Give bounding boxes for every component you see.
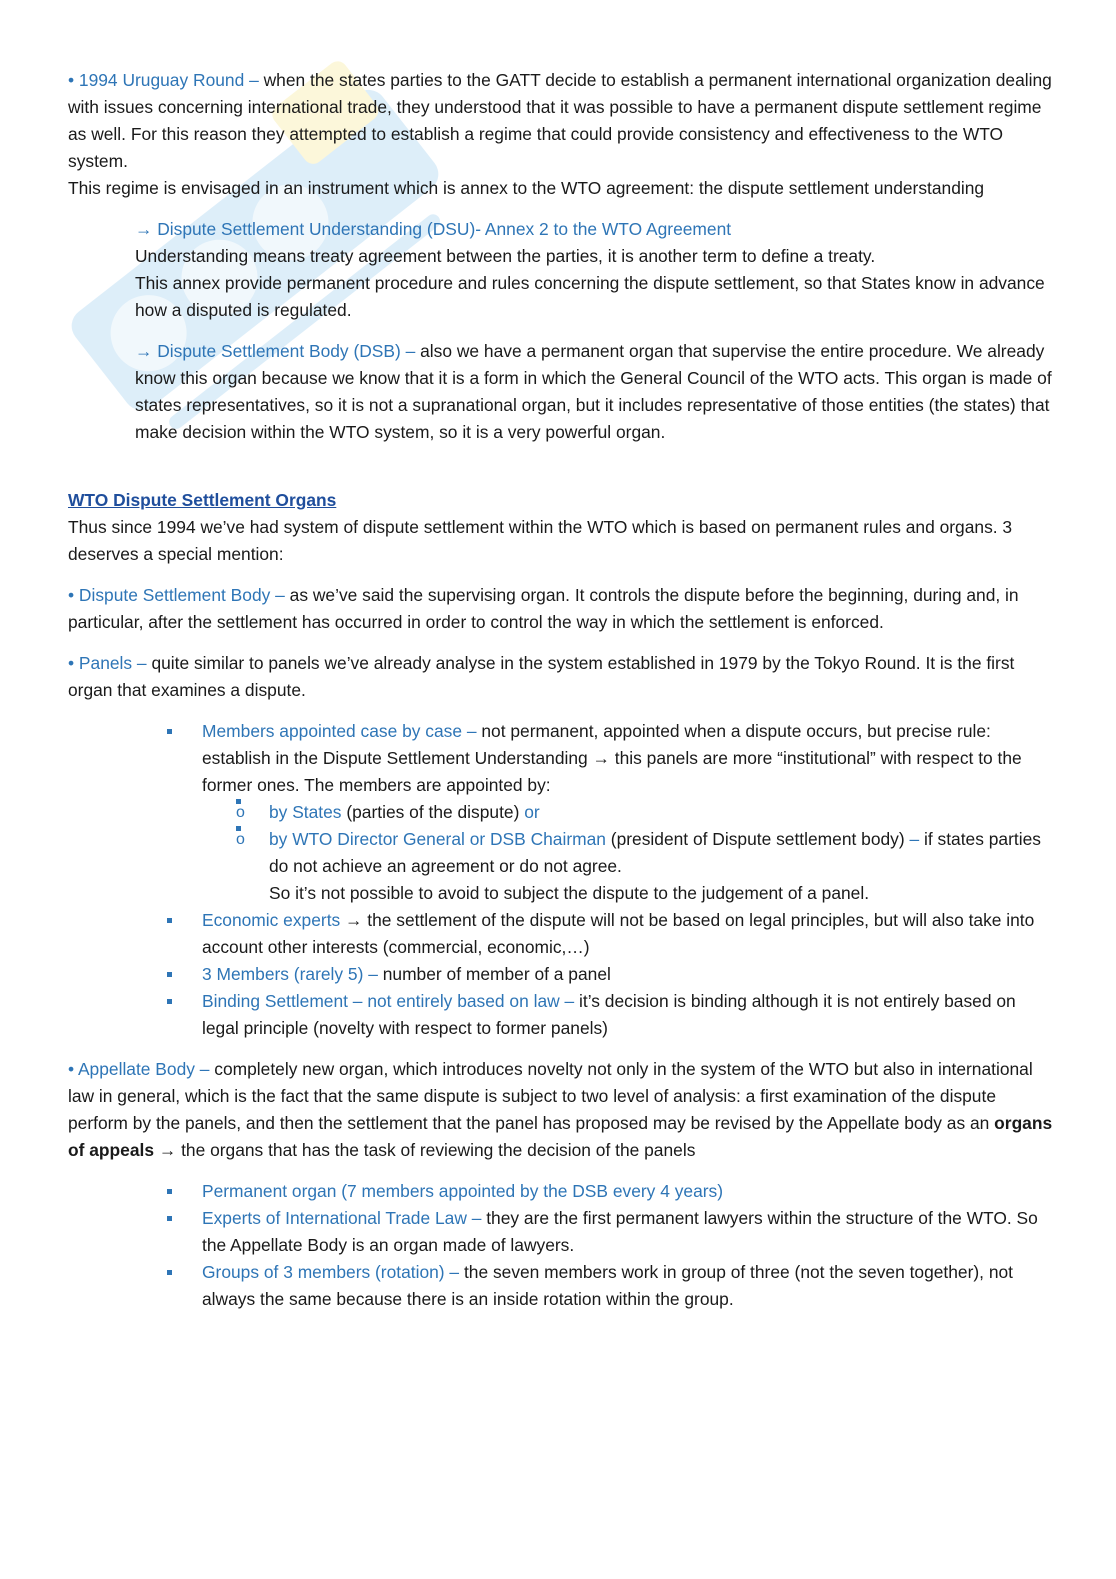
dsu-text-1: Understanding means treaty agreement between the parties, it is another term to define a treaty. — [135, 246, 876, 266]
appellate-list — [68, 1178, 1053, 1313]
item-label: Groups of 3 members (rotation) – — [202, 1262, 460, 1282]
list-item — [236, 826, 1053, 880]
dsb-label: → Dispute Settlement Body (DSB) – — [135, 341, 416, 361]
item-text: number of member of a panel — [377, 964, 611, 984]
appellate-text-1: completely new organ, which introduces novelty not only in the system of the WTO but also in international law in general, which is the fact that the same dispute is subject to two level of analysis: a first examination of the dispute perform by the panels, and then the settlement that the panel has proposed may be revised by the Appellate body as an — [68, 1059, 1033, 1133]
square-bullet-icon — [167, 972, 172, 977]
dsb-organ-label: • Dispute Settlement Body – — [68, 585, 285, 605]
content — [68, 67, 1053, 1313]
item-label: by States — [269, 802, 342, 822]
panels-paragraph — [68, 650, 1053, 704]
item-text: they are the first permanent lawyers within the structure of the WTO. So the Appellate Body is an organ made of lawyers. — [202, 1208, 1038, 1255]
appellate-bold: organs of appeals — [68, 1113, 1053, 1160]
item-text: not permanent, appointed when a dispute occurs, but precise rule: establish in the Dispute Settlement Understanding → this panels are more “institutional” with respect to the former ones. The members are appointed by: — [202, 721, 1022, 795]
dsb-organ-paragraph — [68, 582, 1053, 636]
uruguay-paragraph — [68, 67, 1053, 175]
regime-paragraph: This regime is envisaged in an instrument which is annex to the WTO agreement: the dispute settlement understanding — [68, 178, 985, 198]
section-title: WTO Dispute Settlement Organs — [68, 490, 337, 510]
panels-list — [68, 718, 1053, 1042]
dsb-paragraph — [135, 338, 1053, 446]
appellate-paragraph — [68, 1056, 1053, 1164]
item-label: Binding Settlement – not entirely based on law – — [202, 991, 575, 1011]
item-text: (parties of the dispute) — [341, 802, 525, 822]
list-item — [202, 718, 1053, 907]
section-intro: Thus since 1994 we’ve had system of dispute settlement within the WTO which is based on permanent rules and organs. 3 deserves a special mention: — [68, 517, 1013, 564]
dsu-label: → Dispute Settlement Understanding (DSU)- Annex 2 to the WTO Agreement — [135, 219, 732, 239]
dsu-text-2: This annex provide permanent procedure and rules concerning the dispute settlement, so that States know in advance how a disputed is regulated. — [135, 273, 1045, 320]
panels-text: quite similar to panels we’ve already analyse in the system established in 1979 by the Tokyo Round. It is the first organ that examines a dispute. — [68, 653, 1015, 700]
item-label: 3 Members (rarely 5) – — [202, 964, 378, 984]
appellate-label: • Appellate Body – — [68, 1059, 210, 1079]
appellate-text-2: → the organs that has the task of reviewing the decision of the panels — [154, 1140, 696, 1160]
list-item — [202, 1205, 1053, 1259]
item-text-2: if states parties do not achieve an agreement or do not agree. — [269, 829, 1041, 876]
item-label: Permanent organ (7 members appointed by the DSB every 4 years) — [202, 1181, 724, 1201]
circle-bullet-icon: o — [236, 799, 241, 804]
square-bullet-icon — [167, 999, 172, 1004]
uruguay-label: • 1994 Uruguay Round – — [68, 70, 259, 90]
item-tail: – — [909, 829, 920, 849]
dsb-block — [68, 338, 1053, 446]
list-item — [202, 961, 1053, 988]
list-item — [236, 799, 1053, 826]
panels-label: • Panels – — [68, 653, 147, 673]
item-text: it’s decision is binding although it is not entirely based on legal principle (novelty with respect to former panels) — [202, 991, 1016, 1038]
item-text: the seven members work in group of three (not the seven together), not always the same because there is an inside rotation within the group. — [202, 1262, 1014, 1309]
square-bullet-icon — [167, 1189, 172, 1194]
list-item — [202, 988, 1053, 1042]
square-bullet-icon — [167, 918, 172, 923]
circle-bullet-icon: o — [236, 826, 241, 831]
item-label: Members appointed case by case – — [202, 721, 477, 741]
item-label: by WTO Director General or DSB Chairman — [269, 829, 606, 849]
item-tail: or — [524, 802, 540, 822]
list-item — [202, 907, 1053, 961]
dsb-text: also we have a permanent organ that supervise the entire procedure. We already know this organ because we know that it is a form in which the General Council of the WTO acts. This organ is made of states representatives, so it is not a supranational organ, but it includes representative of those entities (the states) that make decision within the WTO system, so it is a very powerful organ. — [135, 341, 1052, 442]
square-bullet-icon — [167, 729, 172, 734]
list-item — [202, 1259, 1053, 1313]
dsu-block — [68, 216, 1053, 324]
uruguay-text: when the states parties to the GATT decide to establish a permanent international organization dealing with issues concerning international trade, they understood that it was possible to have a permanent dispute settlement regime as well. For this reason they attempted to establish a regime that could provide consistency and effectiveness to the WTO system. — [68, 70, 1052, 171]
dsb-organ-text: as we’ve said the supervising organ. It controls the dispute before the beginning, during and, in particular, after the settlement has occurred in order to control the way in which the settlement is enforced. — [68, 585, 1019, 632]
item-label: Economic experts — [202, 910, 341, 930]
appointed-note: So it’s not possible to avoid to subject the dispute to the judgement of a panel. — [269, 883, 870, 903]
square-bullet-icon — [167, 1270, 172, 1275]
item-text: (president of Dispute settlement body) — [605, 829, 910, 849]
square-bullet-icon — [167, 1216, 172, 1221]
item-text: → the settlement of the dispute will not be based on legal principles, but will also take into account other interests (commercial, economic,…) — [202, 910, 1035, 957]
appointed-by-list — [202, 799, 1053, 880]
item-label: Experts of International Trade Law – — [202, 1208, 482, 1228]
list-item — [202, 1178, 1053, 1205]
